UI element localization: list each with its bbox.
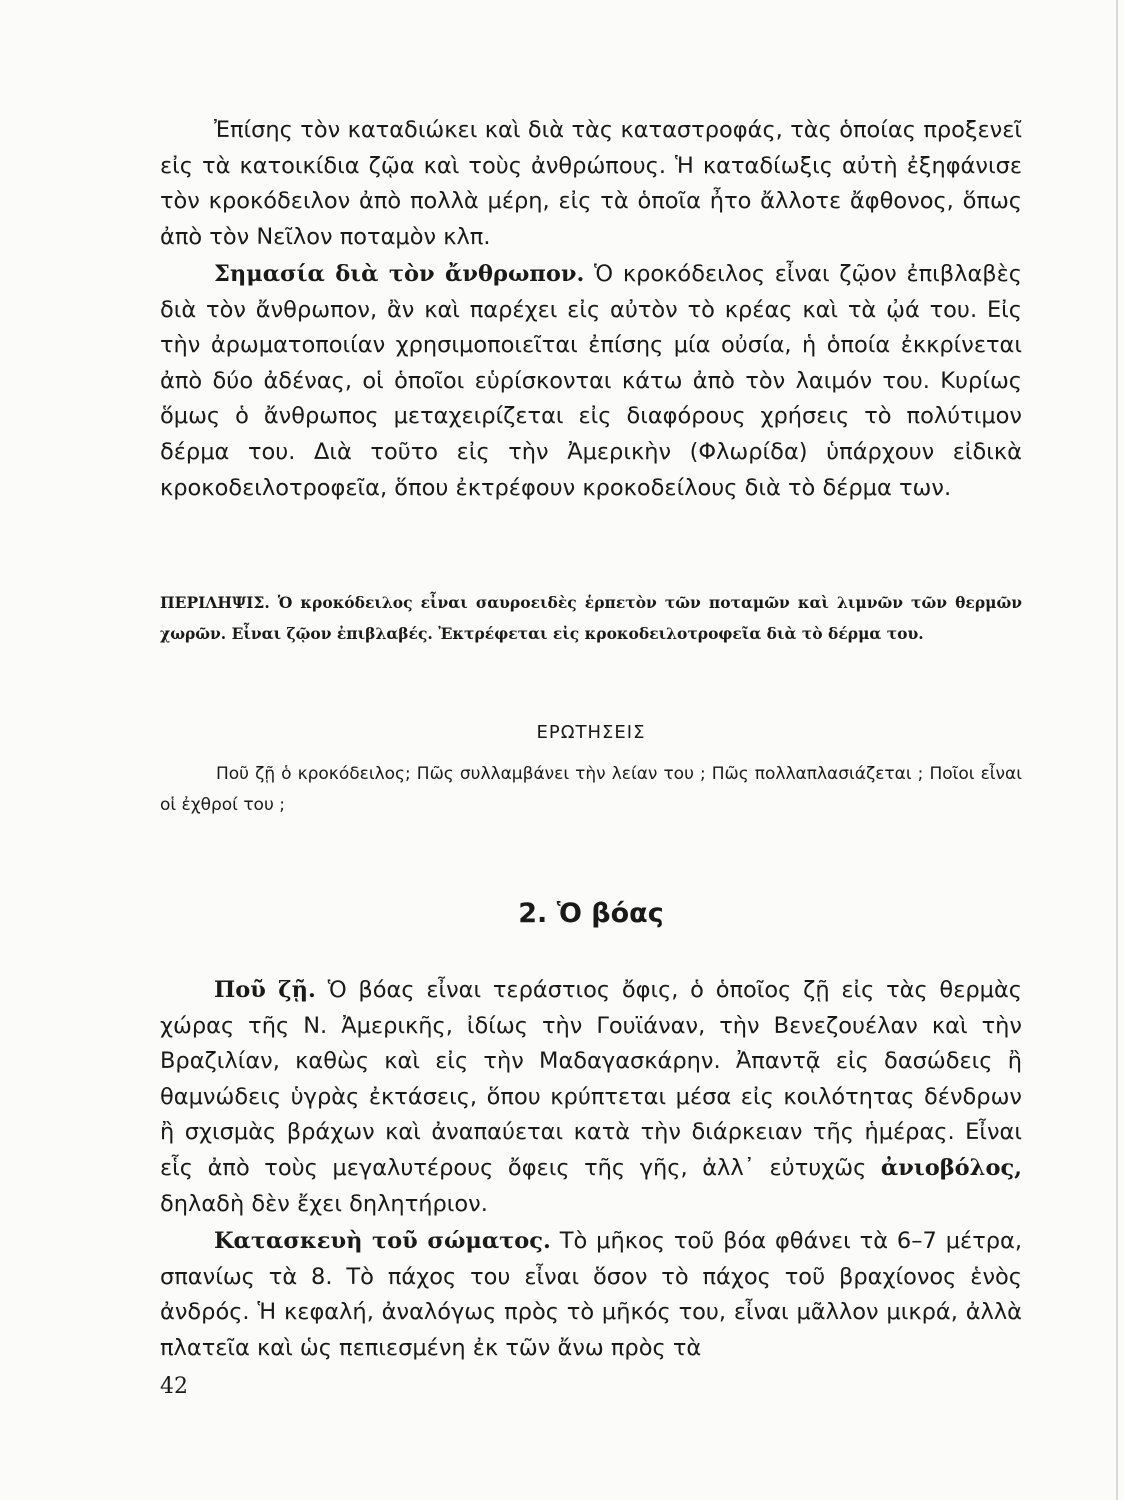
- questions-heading-block: [160, 722, 1022, 743]
- habitat-heading: Ποῦ ζῇ.: [214, 977, 316, 1003]
- page-number: 42: [160, 1374, 188, 1399]
- body-structure-heading: Κατασκευὴ τοῦ σώματος.: [214, 1228, 551, 1254]
- habitat-text-end: δηλαδὴ δὲν ἔχει δηλητήριον.: [160, 1190, 488, 1217]
- persecution-text: Ἐπίσης τὸν καταδιώκει καὶ διὰ τὰς καταστροφάς, τὰς ὁποίας προξενεῖ εἰς τὰ κατοικίδια ζῷα καὶ τοὺς ἀνθρώπους. Ἡ καταδίωξις αὐτὴ ἐξηφάνισε τὸν κροκόδειλον ἀπὸ πολλὰ μέρη, εἰς τὰ ὁποῖα ἦτο ἄλλοτε ἄφθονος, ὅπως ἀπὸ τὸν Νεῖλον ποταμὸν κλπ.: [160, 117, 1022, 250]
- summary-block: [160, 587, 1022, 649]
- page-edge-shadow: [1116, 0, 1118, 1500]
- questions-block: [160, 759, 1022, 821]
- summary-text: ΠΕΡΙΛΗΨΙΣ. Ὁ κροκόδειλος εἶναι σαυροειδὲς ἑρπετὸν τῶν ποταμῶν καὶ λιμνῶν τῶν θερμῶν χωρῶν. Εἶναι ζῷον ἐπιβλαβές. Ἐκτρέφεται εἰς κροκοδειλοτροφεῖα διὰ τὸ δέρμα του.: [160, 593, 1022, 643]
- section-title: 2. Ὁ βόας: [518, 898, 664, 929]
- questions-text: Ποῦ ζῇ ὁ κροκόδειλος; Πῶς συλλαμβάνει τὴν λείαν του ; Πῶς πολλαπλασιάζεται ; Ποῖοι εἶναι οἱ ἐχθροί του ;: [160, 764, 1022, 815]
- questions-heading: ΕΡΩΤΗΣΕΙΣ: [536, 722, 646, 743]
- body-structure-text: Τὸ μῆκος τοῦ βόα φθάνει τὰ 6–7 μέτρα, σπανίως τὰ 8. Τὸ πάχος του εἶναι ὅσον τὸ πάχος τοῦ βραχίονος ἑνὸς ἀνδρός. Ἡ κεφαλή, ἀναλόγως πρὸς τὸ μῆκός του, εἶναι μᾶλλον μικρά, ἀλλὰ πλατεῖα καὶ ὡς πεπιεσμένη ἐκ τῶν ἄνω πρὸς τὰ: [160, 1228, 1023, 1361]
- habitat-bold-word: ἀνιοβόλος,: [880, 1154, 1022, 1181]
- paragraph-importance: [160, 257, 1022, 506]
- importance-text: Ὁ κροκόδειλος εἶναι ζῷον ἐπιβλαβὲς διὰ τὸν ἄνθρωπον, ἂν καὶ παρέχει εἰς αὐτὸν τὸ κρέας καὶ τὰ ᾠά του. Εἰς τὴν ἀρωματοποιίαν χρησιμοποιεῖται ἐπίσης μία οὐσία, ἡ ὁποία ἐκκρίνεται ἀπὸ δύο ἀδένας, οἱ ὁποῖοι εὑρίσκονται κάτω ἀπὸ τὸν λαιμόν του. Κυρίως ὅμως ὁ ἄνθρωπος μεταχειρίζεται εἰς διαφόρους χρήσεις τὸ πολύτιμον δέρμα του. Διὰ τοῦτο εἰς τὴν Ἀμερικὴν (Φλωρίδα) ὑπάρχουν εἰδικὰ κροκοδειλοτροφεῖα, ὅπου ἐκτρέφουν κροκοδείλους διὰ τὸ δέρμα των.: [160, 261, 1022, 501]
- section-title-block: [160, 898, 1022, 929]
- paragraph-persecution: [160, 113, 1022, 255]
- paragraph-body-structure: [160, 1224, 1022, 1366]
- habitat-text: Ὁ βόας εἶναι τεράστιος ὄφις, ὁ ὁποῖος ζῇ εἰς τὰς θερμὰς χώρας τῆς Ν. Ἀμερικῆς, ἰδίως τὴν Γουϊάναν, τὴν Βενεζουέλαν καὶ τὴν Βραζιλίαν, καθὼς καὶ εἰς τὴν Μαδαγασκάρην. Ἀπαντᾷ εἰς δασώδεις ἢ θαμνώδεις ὑγρὰς ἐκτάσεις, ὅπου κρύπτεται μέσα εἰς κοιλότητας δένδρων ἢ σχισμὰς βράχων καὶ ἀναπαύεται κατὰ τὴν διάρκειαν τῆς ἡμέρας. Εἶναι εἷς ἀπὸ τοὺς μεγαλυτέρους ὄφεις τῆς γῆς, ἀλλ᾽ εὐτυχῶς: [160, 977, 1022, 1181]
- paragraph-habitat: [160, 973, 1022, 1222]
- importance-heading: Σημασία διὰ τὸν ἄνθρωπον.: [214, 261, 585, 287]
